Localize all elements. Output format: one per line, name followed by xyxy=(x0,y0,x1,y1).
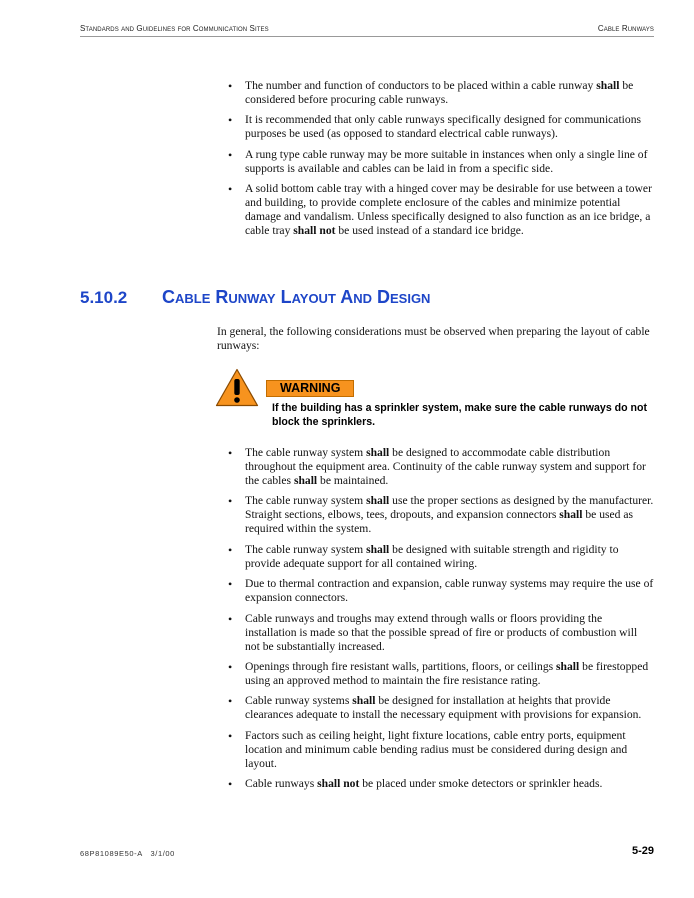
section-title: Cable Runway Layout And Design xyxy=(162,287,431,307)
list-text: be designed to accommodate cable distribution throughout the equipment area. Continuity of the cable runway system and support for the cables xyxy=(245,446,646,487)
bold-term: shall xyxy=(556,659,580,673)
list-item xyxy=(230,612,654,654)
bold-term: shall xyxy=(559,508,583,522)
list-text: be designed with suitable strength and rigidity to provide adequate support for all contained wiring. xyxy=(245,542,619,570)
bold-term: shall xyxy=(596,79,620,92)
list-text: A solid bottom cable tray with a hinged cover may be desirable for use between a tower and building, to provide complete enclosure of the cables and minimize potential damage and vandalism. Unless specifically designed to also function as an ice bridge, a cable tray xyxy=(245,182,652,238)
list-item xyxy=(230,113,654,141)
list-item xyxy=(230,729,654,771)
bold-term: shall not xyxy=(293,224,336,238)
list-text: be used instead of a standard ice bridge. xyxy=(335,224,524,238)
section-heading xyxy=(80,287,430,308)
list-text: Due to thermal contraction and expansion, cable runway systems may require the use of expansion connectors. xyxy=(245,577,654,605)
list-text: be maintained. xyxy=(317,474,389,487)
bold-term: shall xyxy=(366,446,390,459)
list-item xyxy=(230,694,654,722)
list-text: The cable runway system xyxy=(245,494,367,508)
list-item xyxy=(230,446,654,488)
list-item xyxy=(230,494,654,536)
list-text: The number and function of conductors to be placed within a cable runway xyxy=(245,79,597,92)
footer-doc-id: 68P81089E50-A xyxy=(80,849,143,858)
header-left-title: Standards and Guidelines for Communication Sites xyxy=(80,24,269,33)
warning-label: WARNING xyxy=(266,380,354,397)
bold-term: shall xyxy=(366,542,390,556)
list-text: use the proper sections as designed by the manufacturer. Straight sections, elbows, tees, dropouts, and expansion connectors xyxy=(245,494,654,522)
list-item xyxy=(230,148,654,176)
list-item xyxy=(230,660,654,688)
header-divider xyxy=(80,36,654,37)
bullet-list-considerations xyxy=(230,446,654,798)
list-text: The cable runway system xyxy=(245,542,367,556)
warning-text: If the building has a sprinkler system, make sure the cable runways do not block the sprinklers. xyxy=(272,402,648,428)
bold-term: shall xyxy=(293,474,318,487)
footer-date: 3/1/00 xyxy=(150,849,175,858)
list-text: be considered before procuring cable runways. xyxy=(245,79,634,106)
list-text: The cable runway system xyxy=(245,446,367,459)
list-text: A rung type cable runway may be more suitable in instances when only a single line of supports is available and cables can be laid in from a specific side. xyxy=(245,147,648,175)
bold-term: shall xyxy=(352,694,376,708)
list-text: Cable runways and troughs may extend through walls or floors providing the installation is made so that the possible spread of fire or products of combustion will not be substantially increased. xyxy=(245,611,638,653)
list-text: be designed for installation at heights that provide clearances adequate to install the necessary equipment with provisions for expansion. xyxy=(245,694,642,722)
section-number: 5.10.2 xyxy=(80,288,128,307)
list-item xyxy=(230,182,654,238)
list-text: It is recommended that only cable runways specifically designed for communications purposes be used (as opposed to standard electrical cable runways). xyxy=(245,113,641,141)
bullet-list-top xyxy=(230,79,654,245)
list-text: Openings through fire resistant walls, partitions, floors, or ceilings xyxy=(245,659,557,673)
list-text: be placed under smoke detectors or sprinkler heads. xyxy=(359,777,603,791)
list-item xyxy=(230,543,654,571)
list-text: be used as required within the system. xyxy=(245,508,634,536)
header-right-title: Cable Runways xyxy=(597,24,654,33)
footer-doc-info xyxy=(80,849,175,858)
list-text: be firestopped using an approved method to maintain the fire resistance rating. xyxy=(245,659,649,687)
list-text: Factors such as ceiling height, light fixture locations, cable entry ports, equipment location and minimum cable bending radius must be considered during design and layout. xyxy=(245,728,628,770)
intro-paragraph: In general, the following considerations must be observed when preparing the layout of cable runways: xyxy=(217,325,650,352)
list-text: Cable runways xyxy=(245,777,318,791)
list-item xyxy=(230,777,654,791)
bold-term: shall xyxy=(366,494,390,508)
bold-term: shall not xyxy=(317,777,360,791)
page-number: 5-29 xyxy=(631,845,654,857)
list-item xyxy=(230,577,654,605)
list-item xyxy=(230,79,654,107)
warning-triangle-icon xyxy=(215,368,259,407)
list-text: Cable runway systems xyxy=(245,694,353,708)
